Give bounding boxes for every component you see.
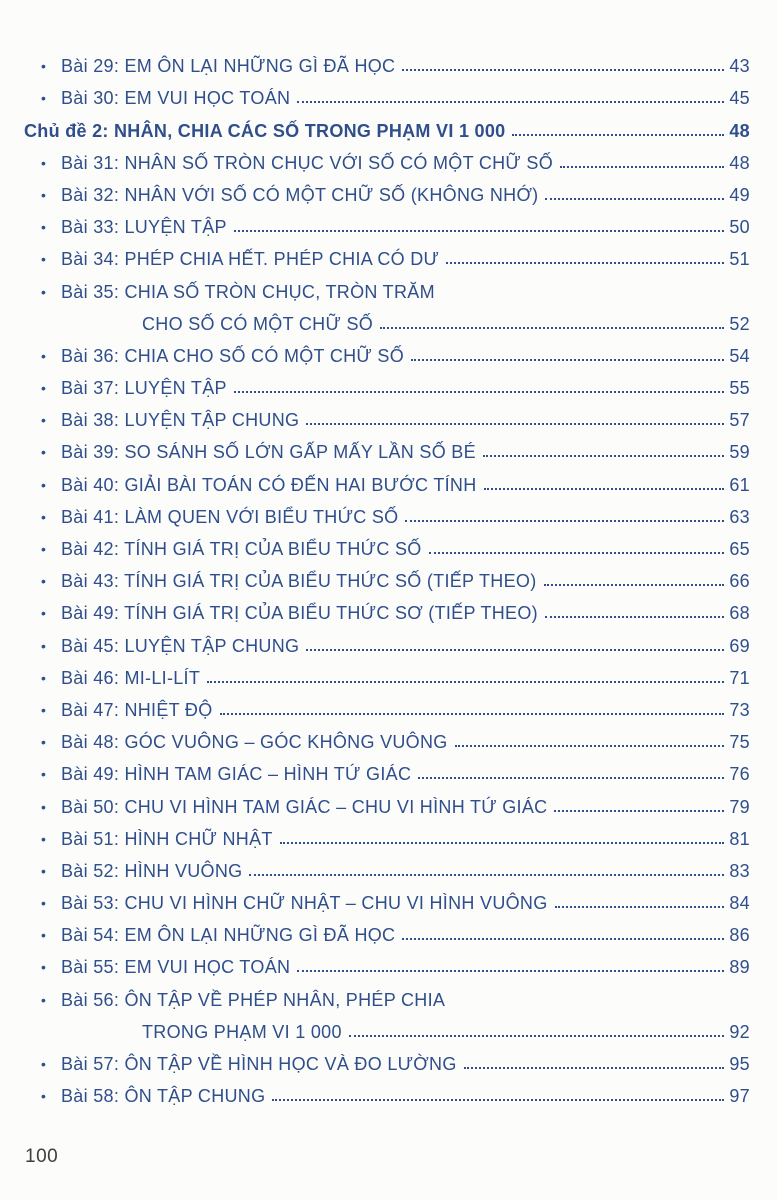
entry-page-number: 76 (729, 764, 750, 785)
entry-page-number: 92 (729, 1021, 750, 1042)
toc-entry (24, 690, 750, 722)
dot-leader (402, 69, 724, 71)
entry-text: Bài 53: CHU VI HÌNH CHỮ NHẬT – CHU VI HÌNH VUÔNG (61, 893, 548, 914)
entry-page-number: 49 (729, 184, 750, 205)
entry-text: Bài 45: LUYỆN TẬP CHUNG (61, 635, 300, 656)
bullet-icon: • (41, 186, 47, 203)
entry-text: TRONG PHẠM VI 1 000 (142, 1021, 342, 1042)
toc-entry (24, 271, 750, 303)
entry-text: Bài 55: EM VUI HỌC TOÁN (61, 957, 291, 978)
bullet-icon: • (41, 412, 47, 429)
entry-page-number: 52 (729, 313, 750, 334)
entry-text: Bài 34: PHÉP CHIA HẾT. PHÉP CHIA CÓ DƯ (61, 249, 440, 270)
entry-page-number: 45 (729, 88, 750, 109)
entry-text: Bài 51: HÌNH CHỮ NHẬT (61, 828, 273, 849)
toc-entry (24, 46, 750, 78)
entry-page-number: 95 (729, 1054, 750, 1074)
toc-chapter-heading (24, 110, 750, 142)
entry-page-number: 48 (729, 120, 750, 141)
toc-entry (24, 78, 750, 110)
dot-leader (455, 745, 724, 747)
bullet-icon: • (41, 669, 47, 686)
entry-text: Bài 46: MI-LI-LÍT (61, 667, 201, 688)
bullet-icon: • (41, 830, 47, 847)
bullet-icon: • (41, 895, 47, 912)
entry-text: Bài 56: ÔN TẬP VỀ PHÉP NHÂN, PHÉP CHIA (61, 989, 446, 1010)
dot-leader (544, 584, 724, 586)
entry-page-number: 50 (729, 217, 750, 238)
dot-leader (306, 423, 724, 425)
entry-page-number: 54 (729, 345, 750, 366)
entry-page-number: 69 (729, 635, 750, 656)
entry-text: Bài 48: GÓC VUÔNG – GÓC KHÔNG VUÔNG (61, 732, 448, 753)
toc-entry (24, 625, 750, 657)
bullet-icon: • (41, 476, 47, 493)
entry-page-number: 73 (729, 699, 750, 720)
toc-entry (24, 819, 750, 851)
entry-page-number: 79 (729, 796, 750, 817)
entry-page-number: 59 (729, 442, 750, 463)
entry-page-number: 43 (729, 56, 750, 77)
toc-entry (24, 143, 750, 175)
bullet-icon: • (41, 154, 47, 171)
entry-text: Bài 43: TÍNH GIÁ TRỊ CỦA BIỂU THỨC SỐ (TIẾP THEO) (61, 571, 537, 592)
entry-text: Bài 41: LÀM QUEN VỚI BIỂU THỨC SỐ (61, 506, 399, 527)
toc-entry (24, 464, 750, 496)
toc-entry (24, 947, 750, 979)
dot-leader (207, 681, 724, 683)
dot-leader (464, 1067, 724, 1069)
bullet-icon: • (41, 219, 47, 236)
dot-leader (446, 262, 724, 264)
bullet-icon: • (41, 508, 47, 525)
bullet-icon: • (41, 58, 47, 75)
dot-leader (555, 906, 724, 908)
toc-entry (24, 722, 750, 754)
entry-text: Bài 33: LUYỆN TẬP (61, 217, 227, 238)
toc-entry (24, 1076, 750, 1108)
entry-page-number: 97 (729, 1086, 750, 1107)
dot-leader (554, 810, 724, 812)
dot-leader (402, 938, 724, 940)
entry-page-number: 86 (729, 925, 750, 946)
entry-page-number: 51 (729, 249, 750, 270)
toc-entry (24, 915, 750, 947)
dot-leader (545, 198, 724, 200)
entry-text: CHO SỐ CÓ MỘT CHỮ SỐ (142, 313, 374, 334)
bullet-icon: • (41, 605, 47, 622)
dot-leader (234, 391, 724, 393)
entry-page-number: 66 (729, 571, 750, 592)
bullet-icon: • (41, 541, 47, 557)
entry-page-number: 61 (729, 474, 750, 495)
entry-text: Bài 47: NHIỆT ĐỘ (61, 699, 213, 720)
bullet-icon: • (41, 380, 47, 397)
dot-leader (297, 101, 724, 103)
bullet-icon: • (41, 1088, 47, 1105)
entry-text: Bài 30: EM VUI HỌC TOÁN (61, 88, 291, 109)
entry-page-number: 89 (729, 957, 750, 978)
entry-page-number: 65 (729, 539, 750, 559)
bullet-icon: • (41, 251, 47, 268)
entry-text: Bài 35: CHIA SỐ TRÒN CHỤC, TRÒN TRĂM (61, 281, 435, 302)
bullet-icon: • (41, 991, 47, 1008)
dot-leader (512, 134, 724, 136)
dot-leader (418, 777, 724, 779)
bullet-icon: • (41, 927, 47, 944)
dot-leader (249, 874, 724, 876)
entry-text: Bài 38: LUYỆN TẬP CHUNG (61, 410, 300, 431)
toc-entry (24, 336, 750, 368)
dot-leader (349, 1035, 724, 1037)
toc-entry (24, 432, 750, 464)
toc-entry (24, 658, 750, 690)
dot-leader (272, 1099, 724, 1101)
entry-text: Bài 40: GIẢI BÀI TOÁN CÓ ĐẾN HAI BƯỚC TÍNH (61, 474, 477, 495)
page-number: 100 (25, 1146, 59, 1167)
entry-text: Bài 29: EM ÔN LẠI NHỮNG GÌ ĐÃ HỌC (61, 56, 396, 77)
entry-page-number: 68 (729, 603, 750, 624)
dot-leader (380, 327, 724, 329)
bullet-icon: • (41, 1056, 47, 1072)
dot-leader (297, 970, 724, 972)
toc-entry-continuation (24, 304, 750, 336)
entry-text: Bài 42: TÍNH GIÁ TRỊ CỦA BIỂU THỨC SỐ (61, 539, 422, 559)
entry-page-number: 57 (729, 410, 750, 431)
dot-leader (483, 455, 724, 457)
dot-leader (545, 616, 724, 618)
entry-page-number: 75 (729, 732, 750, 753)
dot-leader (405, 520, 724, 522)
toc-entry-continuation (24, 1012, 750, 1044)
toc-entry (24, 851, 750, 883)
entry-text: Bài 36: CHIA CHO SỐ CÓ MỘT CHỮ SỐ (61, 345, 405, 366)
entry-text: Chủ đề 2: NHÂN, CHIA CÁC SỐ TRONG PHẠM VI 1 000 (24, 120, 506, 141)
entry-page-number: 55 (729, 378, 750, 399)
entry-page-number: 83 (729, 860, 750, 881)
entry-text: Bài 31: NHÂN SỐ TRÒN CHỤC VỚI SỐ CÓ MỘT CHỮ SỐ (61, 152, 554, 173)
page-footer (25, 1146, 58, 1168)
entry-text: Bài 37: LUYỆN TẬP (61, 378, 227, 399)
toc-entry (24, 883, 750, 915)
bullet-icon: • (41, 444, 47, 461)
bullet-icon: • (41, 573, 47, 590)
toc-entry (24, 754, 750, 786)
entry-text: Bài 49: HÌNH TAM GIÁC – HÌNH TỨ GIÁC (61, 764, 412, 785)
dot-leader (429, 552, 724, 554)
entry-page-number: 63 (729, 506, 750, 527)
entry-text: Bài 32: NHÂN VỚI SỐ CÓ MỘT CHỮ SỐ (KHÔNG NHỚ) (61, 184, 539, 205)
bullet-icon: • (41, 959, 47, 976)
entry-text: Bài 50: CHU VI HÌNH TAM GIÁC – CHU VI HÌNH TỨ GIÁC (61, 796, 548, 817)
bullet-icon: • (41, 283, 47, 300)
toc-entry (24, 497, 750, 529)
toc-entry (24, 561, 750, 593)
toc-entry (24, 175, 750, 207)
entry-text: Bài 57: ÔN TẬP VỀ HÌNH HỌC VÀ ĐO LƯỜNG (61, 1054, 457, 1074)
toc-entry (24, 529, 750, 561)
dot-leader (484, 488, 724, 490)
bullet-icon: • (41, 766, 47, 783)
entry-text: Bài 52: HÌNH VUÔNG (61, 860, 243, 881)
bullet-icon: • (41, 90, 47, 107)
bullet-icon: • (41, 347, 47, 364)
dot-leader (560, 166, 724, 168)
toc-entry (24, 368, 750, 400)
bullet-icon: • (41, 637, 47, 654)
toc-entry (24, 400, 750, 432)
toc-entry (24, 979, 750, 1011)
dot-leader (220, 713, 724, 715)
bullet-icon: • (41, 862, 47, 879)
entry-page-number: 81 (729, 828, 750, 849)
entry-text: Bài 54: EM ÔN LẠI NHỮNG GÌ ĐÃ HỌC (61, 925, 396, 946)
entry-page-number: 84 (729, 893, 750, 914)
bullet-icon: • (41, 701, 47, 718)
toc-entry (24, 593, 750, 625)
dot-leader (306, 649, 724, 651)
entry-page-number: 48 (729, 152, 750, 173)
toc-entry (24, 207, 750, 239)
entry-text: Bài 49: TÍNH GIÁ TRỊ CỦA BIỂU THỨC SƠ (TIẾP THEO) (61, 603, 538, 624)
dot-leader (234, 230, 724, 232)
dot-leader (280, 842, 724, 844)
bullet-icon: • (41, 734, 47, 751)
toc-entry (24, 786, 750, 818)
entry-page-number: 71 (729, 667, 750, 688)
toc-entry (24, 1044, 750, 1076)
entry-text: Bài 39: SO SÁNH SỐ LỚN GẤP MẤY LẦN SỐ BÉ (61, 442, 476, 463)
dot-leader (411, 359, 724, 361)
bullet-icon: • (41, 798, 47, 815)
toc-list (24, 46, 750, 1108)
entry-text: Bài 58: ÔN TẬP CHUNG (61, 1086, 266, 1107)
toc-entry (24, 239, 750, 271)
